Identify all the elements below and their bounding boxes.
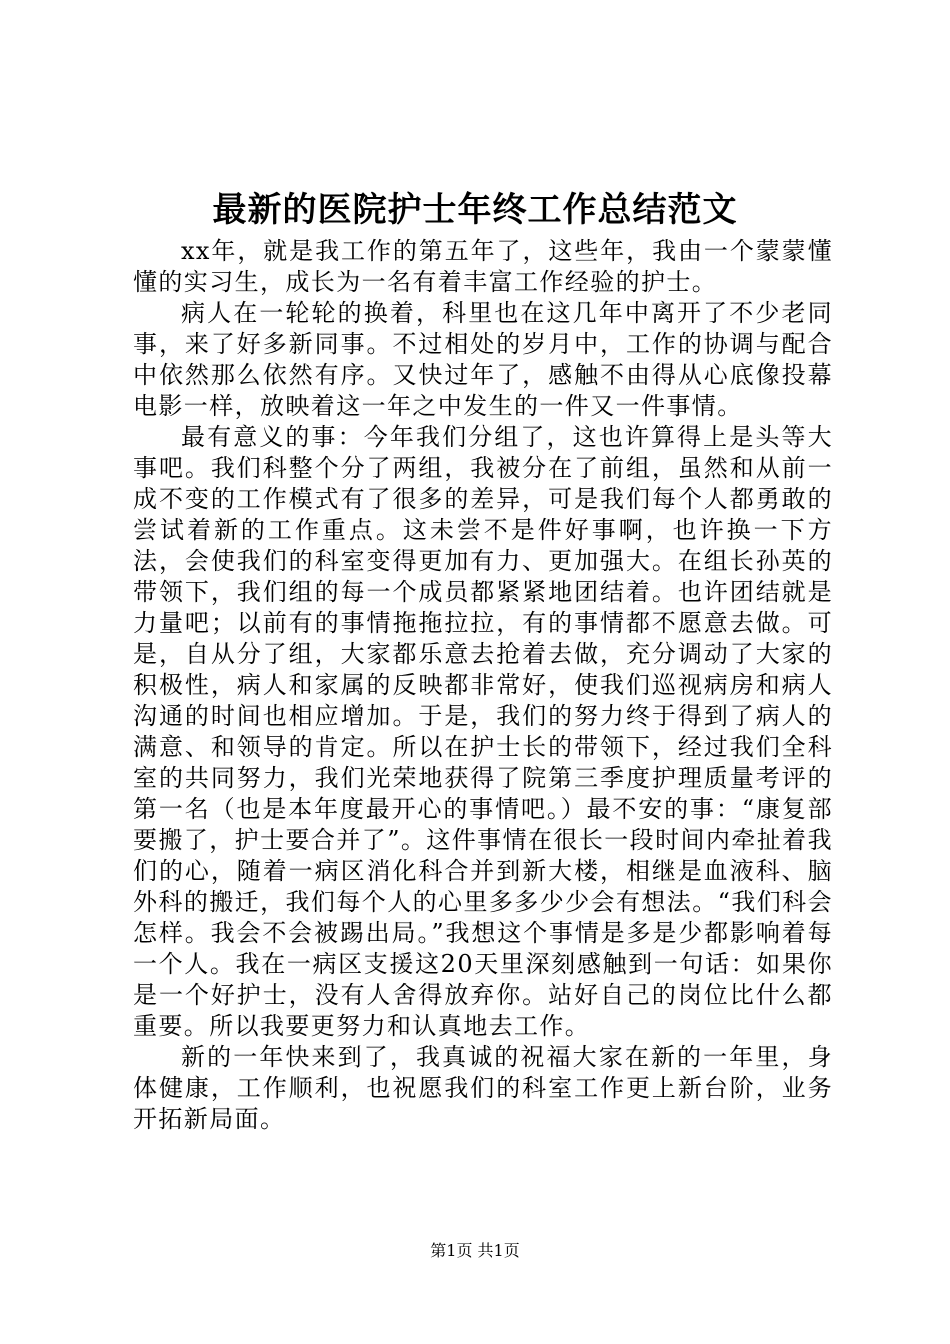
paragraph-wishes: 新的一年快来到了，我真诚的祝福大家在新的一年里，身体健康，工作顺利，也祝愿我们的科室工作更上新台阶，业务开拓新局面。 bbox=[133, 1043, 833, 1133]
page-footer: 第1页 共1页 bbox=[430, 1241, 520, 1260]
paragraph-reflection: 病人在一轮轮的换着，科里也在这几年中离开了不少老同事，来了好多新同事。不过相处的岁月中，工作的协调与配合中依然那么依然有序。又快过年了，感触不由得从心底像投幕电影一样，放映着这一年之中发生的一件又一件事情。 bbox=[133, 299, 833, 420]
document-title: 最新的医院护士年终工作总结范文 bbox=[212, 190, 738, 230]
document-body bbox=[133, 236, 833, 1135]
paragraph-intro: xx年，就是我工作的第五年了，这些年，我由一个蒙蒙懂懂的实习生，成长为一名有着丰富工作经验的护士。 bbox=[133, 237, 833, 296]
paragraph-events: 最有意义的事：今年我们分组了，这也许算得上是头等大事吧。我们科整个分了两组，我被分在了前组，虽然和从前一成不变的工作模式有了很多的差异，可是我们每个人都勇敢的尝试着新的工作重点。这未尝不是件好事啊，也许换一下方法，会使我们的科室变得更加有力、更加强大。在组长孙英的带领下，我们组的每一个成员都紧紧地团结着。也许团结就是力量吧；以前有的事情拖拖拉拉，有的事情都不愿意去做。可是，自从分了组，大家都乐意去抢着去做，充分调动了大家的积极性，病人和家属的反映都非常好，使我们巡视病房和病人沟通的时间也相应增加。于是，我们的努力终于得到了病人的满意、和领导的肯定。所以在护士长的带领下，经过我们全科室的共同努力，我们光荣地获得了院第三季度护理质量考评的第一名（也是本年度最开心的事情吧。）最不安的事：“康复部要搬了，护士要合并了”。这件事情在很长一段时间内牵扯着我们的心，随着一病区消化科合并到新大楼，相继是血液科、脑外科的搬迁，我们每个人的心里多多少少会有想法。“我们科会怎样。我会不会被踢出局。”我想这个事情是多是少都影响着每一个人。我在一病区支援这20天里深刻感触到一句话：如果你是一个好护士，没有人舍得放弃你。站好自己的岗位比什么都重要。所以我要更努力和认真地去工作。 bbox=[133, 423, 833, 1040]
